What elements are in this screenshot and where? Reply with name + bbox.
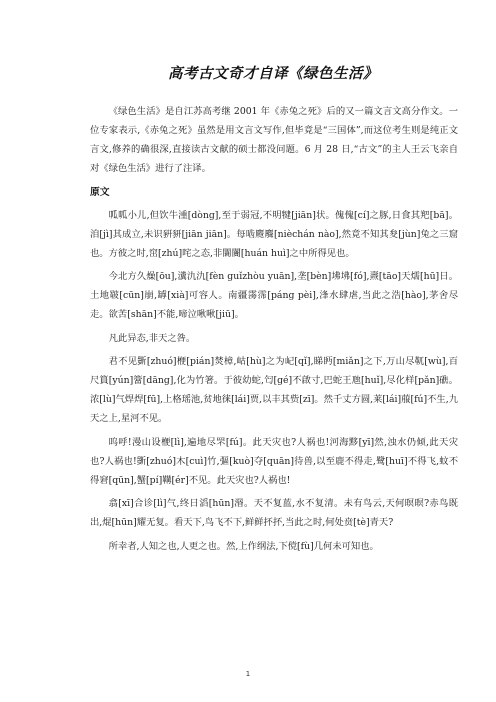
text-paragraph: 凡此异态,非天之咎。: [108, 332, 196, 344]
page-title: 高考古文奇才自译《绿色生活》: [168, 65, 378, 82]
text-paragraph: 翕[xī]合诊[lì]气,终日滔[hūn]湣。天不复蓝,水不复清。未有鸟云,天何暝暝?赤鸟既出,焜[hūn]耀无复。看天下,鸟飞不下,鲜鲜抔抔,当此之时,何处贲[tè]青天?: [90, 498, 458, 528]
text-paragraph: 呜呼!漫山设楩[lì],遍地尽罘[fú]。此天灾也?人祸也!河海黟[yī]然,浊水仍倾,此天灾也?人祸也!斵[zhuó]木[cuì]竹,彄[kuò]夺[quān]待兽,以至鹿不得走,鹭[huī]不得飞,蚊不得窘[qūn],蟹[pí]鞲[ér]不见。此天灾也?人祸也!: [90, 436, 458, 486]
text-paragraph: 今北方久燥[ōu],瀵氿氿[fèn guǐzhòu yuān],垄[bèn]坲坲[fó],燾[tāo]天燸[hū]日。土地皲[cūn]崩,罅[xià]可容人。南疆霶霈[páng pèi],浲水肆虐,当此之浩[hào],茅舍尽走。欲苦[shān]不能,啼泣啾啾[jiū]。: [90, 271, 458, 320]
document-body: [90, 102, 458, 556]
page-number: 1: [245, 670, 251, 678]
text-paragraph: 呱呱小儿,但饮牛湩[dòng],至于弱冠,不明犍[jiān]状。傀傀[cí]之豚,日食其羓[bā]。洎[jì]其成立,未识豣豜[jiān jiān]。每啮麑麛[nièchán nào],然竟不知其夋[jùn]兔之三窟也。方彼之时,窋[zhú]咤之态,非闤闠[huán huì]之中所得见也。: [90, 209, 458, 259]
intro-paragraph: 《绿色生活》是自江苏高考继 2001 年《赤兔之死》后的又一篇文言文高分作文。一位专家表示,《赤兔之死》虽然是用文言文写作,但毕竟是“三国体”,而这位考生则是纯正文言文,修养的确很深,直接读古文献的硕士都没问题。6 月 28 日,“古文”的主人王云飞亲自对《绿色生活》进行了注译。: [90, 106, 458, 174]
section-heading: 原文: [90, 186, 110, 198]
text-paragraph: 君不见斵[zhuó]楩[pián]焚樟,岵[hù]之为屺[qǐ],睇眄[miǎn]之下,万山尽靰[wù],百尺篔[yún]簹[dāng],化为竹箸。于彼幼蛇,匄[gé]不啟寸,巴蛇王虺[huǐ],尽化样[pǎn]礁。浓[lù]气焊焊[fū],上格瑶池,贫地徕[lái]贾,以丰其赀[zī]。然千丈方圆,莱[lái]菔[fú]不生,九天之上,星河不见。: [90, 356, 458, 424]
text-paragraph: 所幸者,人知之也,人更之也。然,上作纲法,下傥[fù]几何未可知也。: [108, 540, 379, 552]
